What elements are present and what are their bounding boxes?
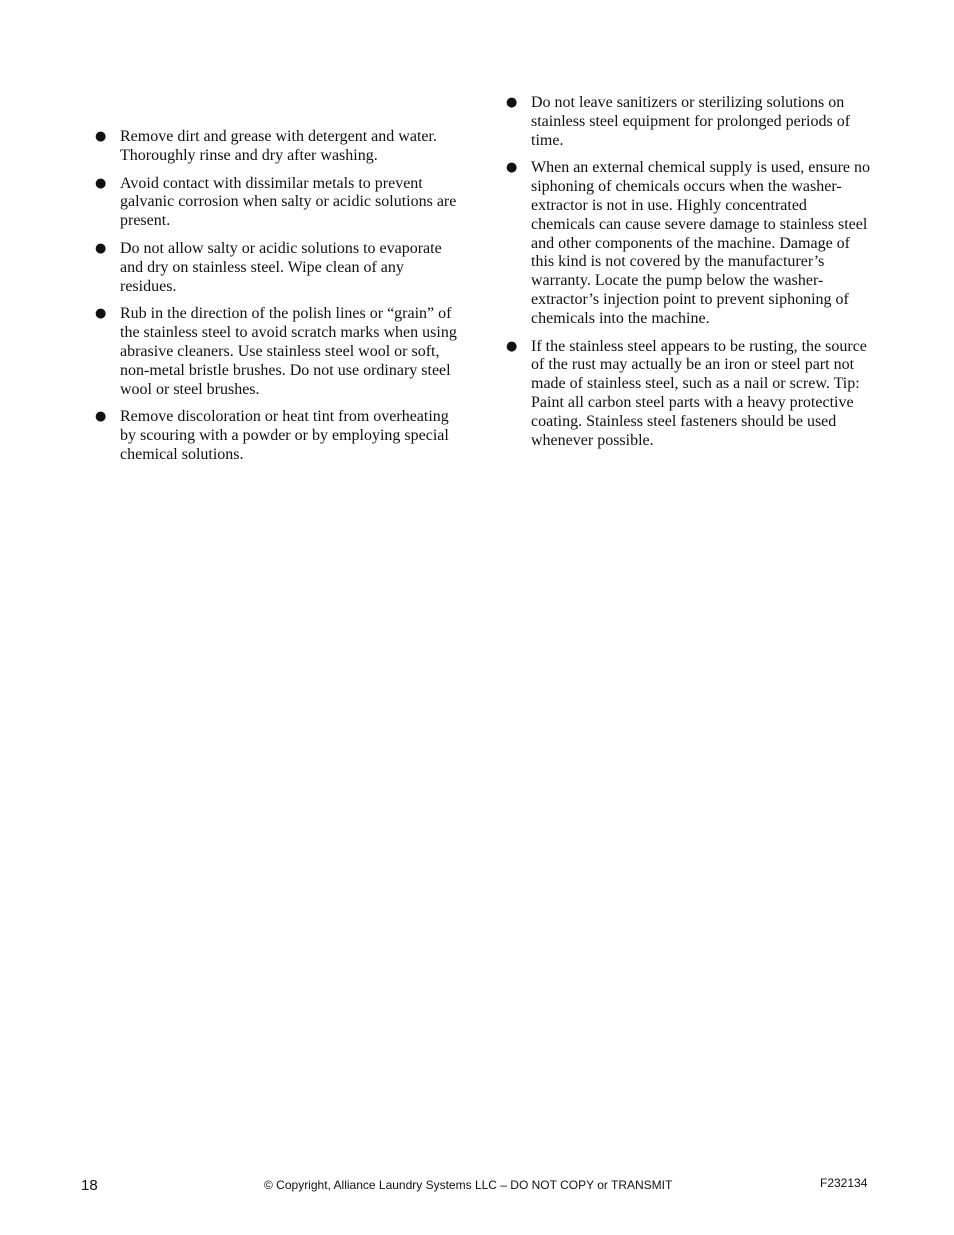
document-id: F232134 (820, 1176, 868, 1190)
list-item-text: Avoid contact with dissimilar metals to prevent galvanic corrosion when salty or acidic solutions are present. (120, 174, 457, 230)
right-bullet-list (506, 94, 872, 459)
list-item-text: Do not allow salty or acidic solutions to evaporate and dry on stainless steel. Wipe clean of any residues. (120, 239, 442, 295)
bullet-icon: ● (95, 175, 107, 191)
list-item (506, 338, 872, 451)
list-item-text: Do not leave sanitizers or sterilizing solutions on stainless steel equipment for prolonged periods of time. (531, 94, 851, 149)
list-item (95, 240, 457, 296)
list-item (95, 408, 457, 464)
list-item (95, 128, 457, 166)
list-item (506, 94, 872, 150)
list-item-text: Remove dirt and grease with detergent and water. Thoroughly rinse and dry after washing. (120, 128, 437, 164)
list-item-text: Rub in the direction of the polish lines or “grain” of the stainless steel to avoid scratch marks when using abrasive cleaners. Use stainless steel wool or soft, non-metal bristle brushes. Do not use ordinary steel wool or steel brushes. (120, 305, 457, 398)
bullet-icon: ● (95, 129, 107, 144)
bullet-icon: ● (95, 306, 107, 322)
bullet-icon: ● (506, 338, 518, 354)
left-bullet-list (95, 128, 457, 474)
list-item (95, 175, 457, 231)
bullet-icon: ● (506, 160, 518, 176)
list-item-text: If the stainless steel appears to be rusting, the source of the rust may actually be an iron or steel part not made of stainless steel, such as a nail or screw. Tip: Paint all carbon steel parts with a heavy protective coating. Stainless steel fasteners should be used whenever possible. (531, 337, 867, 449)
list-item-text: When an external chemical supply is used, ensure no siphoning of chemicals occurs when the washer-extractor is not in use. Highly concentrated chemicals can cause severe damage to stainless steel and other components of the machine. Damage of this kind is not covered by the manufacturer’s warranty. Locate the pump below the washer-extractor’s injection point to prevent siphoning of chemicals into the machine. (531, 159, 870, 327)
list-item (95, 305, 457, 399)
bullet-icon: ● (95, 240, 107, 256)
bullet-icon: ● (506, 95, 518, 110)
page-number: 18 (81, 1177, 98, 1194)
list-item-text: Remove discoloration or heat tint from overheating by scouring with a powder or by employing special chemical solutions. (120, 408, 449, 463)
copyright-notice: © Copyright, Alliance Laundry Systems LLC – DO NOT COPY or TRANSMIT (264, 1178, 673, 1192)
bullet-icon: ● (95, 409, 107, 425)
list-item (506, 159, 872, 328)
